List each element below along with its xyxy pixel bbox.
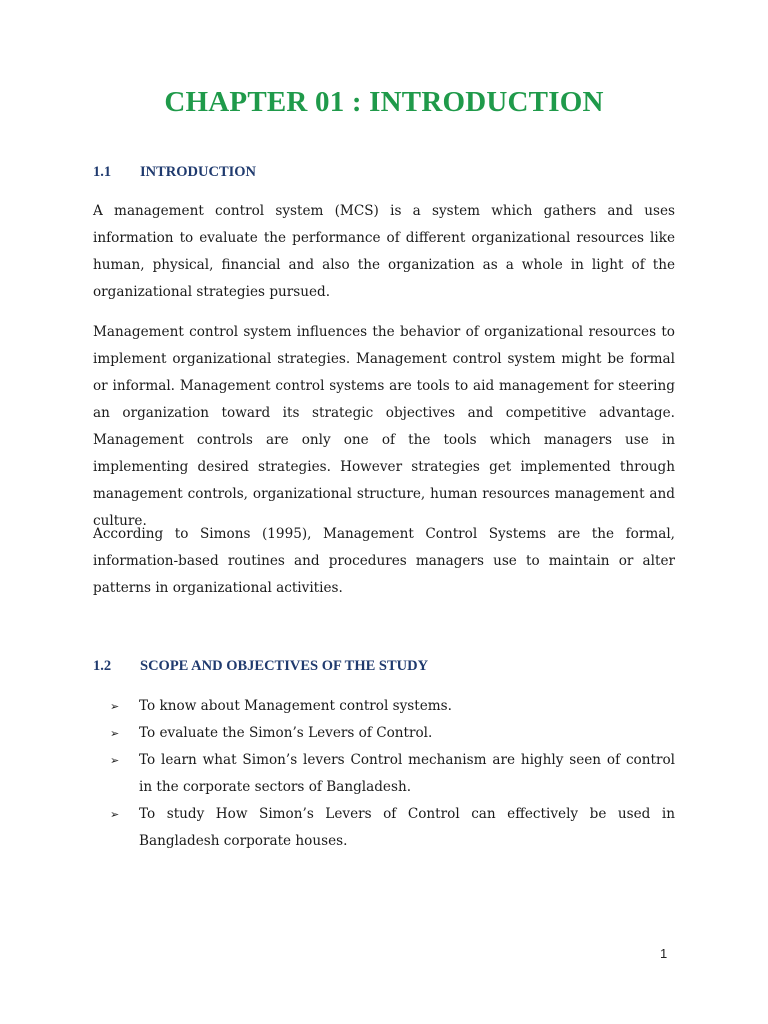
arrow-bullet-icon: ➢ — [110, 727, 120, 740]
list-item-text: To study How Simon’s Levers of Control can effectively be used in Bangladesh corporate houses. — [139, 806, 675, 849]
section-title: INTRODUCTION — [140, 164, 257, 180]
section-number: 1.1 — [93, 164, 112, 180]
section-heading-1-2 — [93, 658, 428, 675]
section-title: SCOPE AND OBJECTIVES OF THE STUDY — [140, 658, 429, 674]
objectives-list — [110, 693, 675, 855]
page-number: 1 — [660, 946, 668, 961]
section-heading-1-1 — [93, 164, 256, 181]
arrow-bullet-icon: ➢ — [110, 808, 120, 821]
chapter-title: CHAPTER 01 : INTRODUCTION — [164, 86, 604, 118]
paragraph-2 — [93, 319, 675, 535]
list-item-text: To evaluate the Simon’s Levers of Control. — [139, 725, 433, 741]
section-number: 1.2 — [93, 658, 112, 674]
paragraph-text: Management control system influences the behavior of organizational resources to implement organizational strategies. Management control system might be formal or informal. Management control systems are tools to aid management for steering an organization toward its strategic objectives and competitive advantage. Management controls are only one of the tools which managers use in implementing desired strategies. However strategies get implemented through management controls, organizational structure, human resources management and culture. — [93, 324, 675, 529]
paragraph-1 — [93, 198, 675, 306]
list-item — [110, 801, 675, 855]
paragraph-text: According to Simons (1995), Management Control Systems are the formal, information-based routines and procedures managers use to maintain or alter patterns in organizational activities. — [93, 526, 675, 596]
list-item — [110, 693, 675, 720]
paragraph-text: A management control system (MCS) is a system which gathers and uses information to evaluate the performance of different organizational resources like human, physical, financial and also the organization as a whole in light of the organizational strategies pursued. — [93, 203, 675, 300]
paragraph-3 — [93, 521, 675, 602]
arrow-bullet-icon: ➢ — [110, 754, 120, 767]
arrow-bullet-icon: ➢ — [110, 700, 120, 713]
list-item — [110, 720, 675, 747]
list-item — [110, 747, 675, 801]
list-item-text: To know about Management control systems. — [139, 698, 452, 714]
list-item-text: To learn what Simon’s levers Control mechanism are highly seen of control in the corporate sectors of Bangladesh. — [139, 752, 675, 795]
